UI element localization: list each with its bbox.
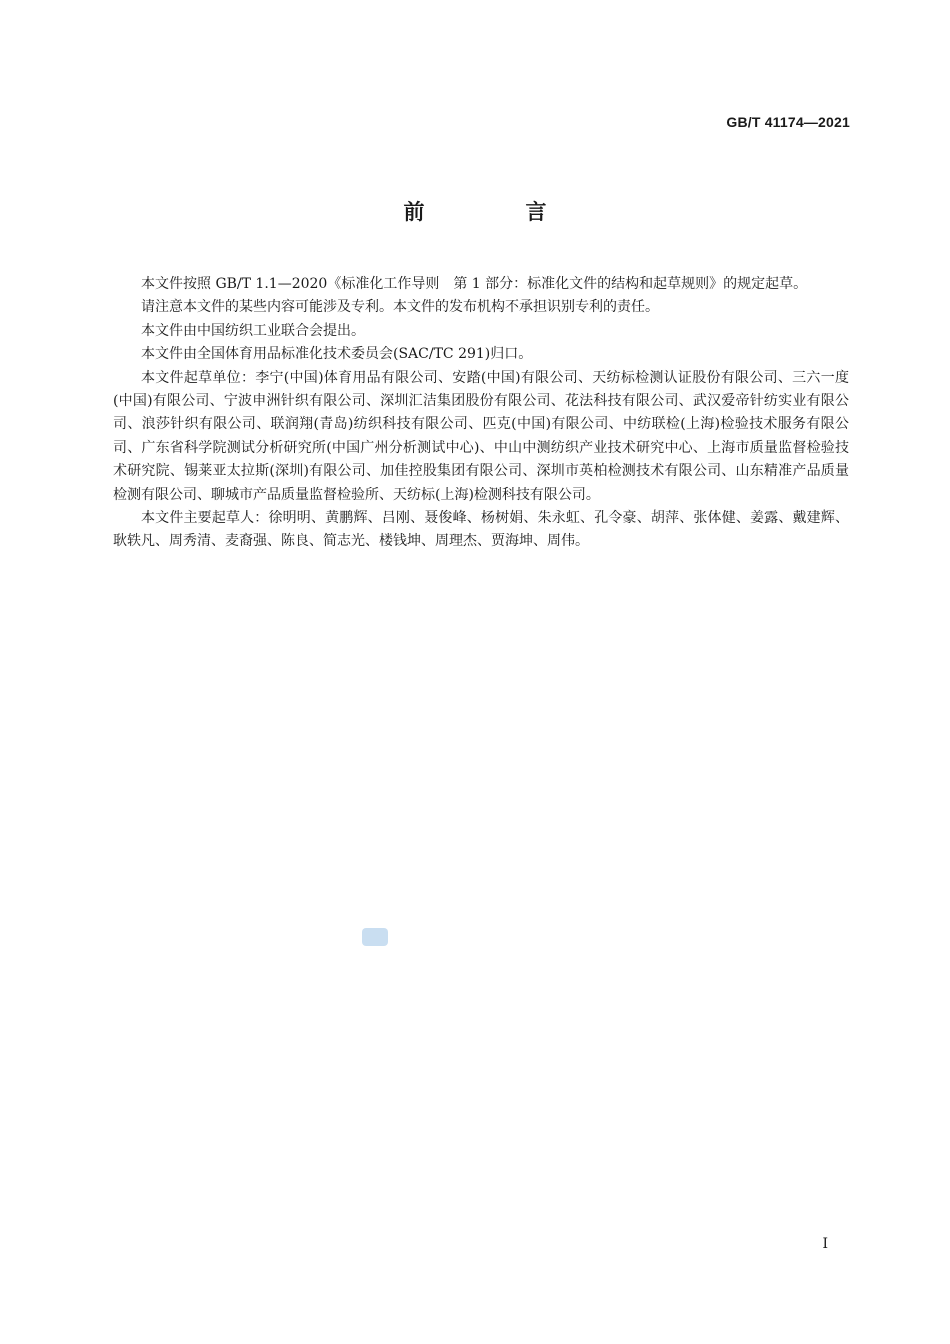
standard-code: GB/T 41174—2021 — [726, 114, 850, 130]
paragraph-committee: 本文件由全国体育用品标准化技术委员会(SAC/TC 291)归口。 — [141, 346, 533, 363]
paragraph-drafting-rules: 本文件按照 GB/T 1.1—2020《标准化工作导则 第 1 部分：标准化文件的结构和起草规则》的规定起草。 — [141, 276, 808, 292]
paragraph-patent-notice: 请注意本文件的某些内容可能涉及专利。本文件的发布机构不承担识别专利的责任。 — [141, 299, 659, 316]
paragraph-drafting-units: 本文件起草单位：李宁(中国)体育用品有限公司、安踏(中国)有限公司、天纺标检测认证股份有限公司、三六一度(中国)有限公司、宁波申洲针织有限公司、深圳汇洁集团股份有限公司、花法科技有限公司、武汉爱帝针纺实业有限公司、浪莎针织有限公司、联润翔(青岛)纺织科技有限公司、匹克(中国)有限公司、中纺联检(上海)检验技术服务有限公司、广东省科学院测试分析研究所(中国广州分析测试中心)、中山中测纺织产业技术研究中心、上海市质量监督检验技术研究院、锡莱亚太拉斯(深圳)有限公司、加佳控股集团有限公司、深圳市英柏检测技术有限公司、山东精准产品质量检测有限公司、聊城市产品质量监督检验所、天纺标(上海)检测科技有限公司。 — [113, 369, 849, 503]
watermark-logo-icon — [362, 928, 388, 946]
page-title: 前 言 — [403, 200, 587, 224]
page-number: I — [822, 1236, 828, 1252]
paragraph-proposer: 本文件由中国纺织工业联合会提出。 — [141, 322, 365, 339]
foreword-body — [113, 273, 849, 554]
paragraph-drafters: 本文件主要起草人：徐明明、黄鹏辉、吕刚、聂俊峰、杨树娟、朱永虹、孔令豪、胡萍、张体健、姜露、戴建辉、耿轶凡、周秀清、麦裔强、陈良、简志光、楼钱坤、周理杰、贾海坤、周伟。 — [113, 510, 849, 550]
